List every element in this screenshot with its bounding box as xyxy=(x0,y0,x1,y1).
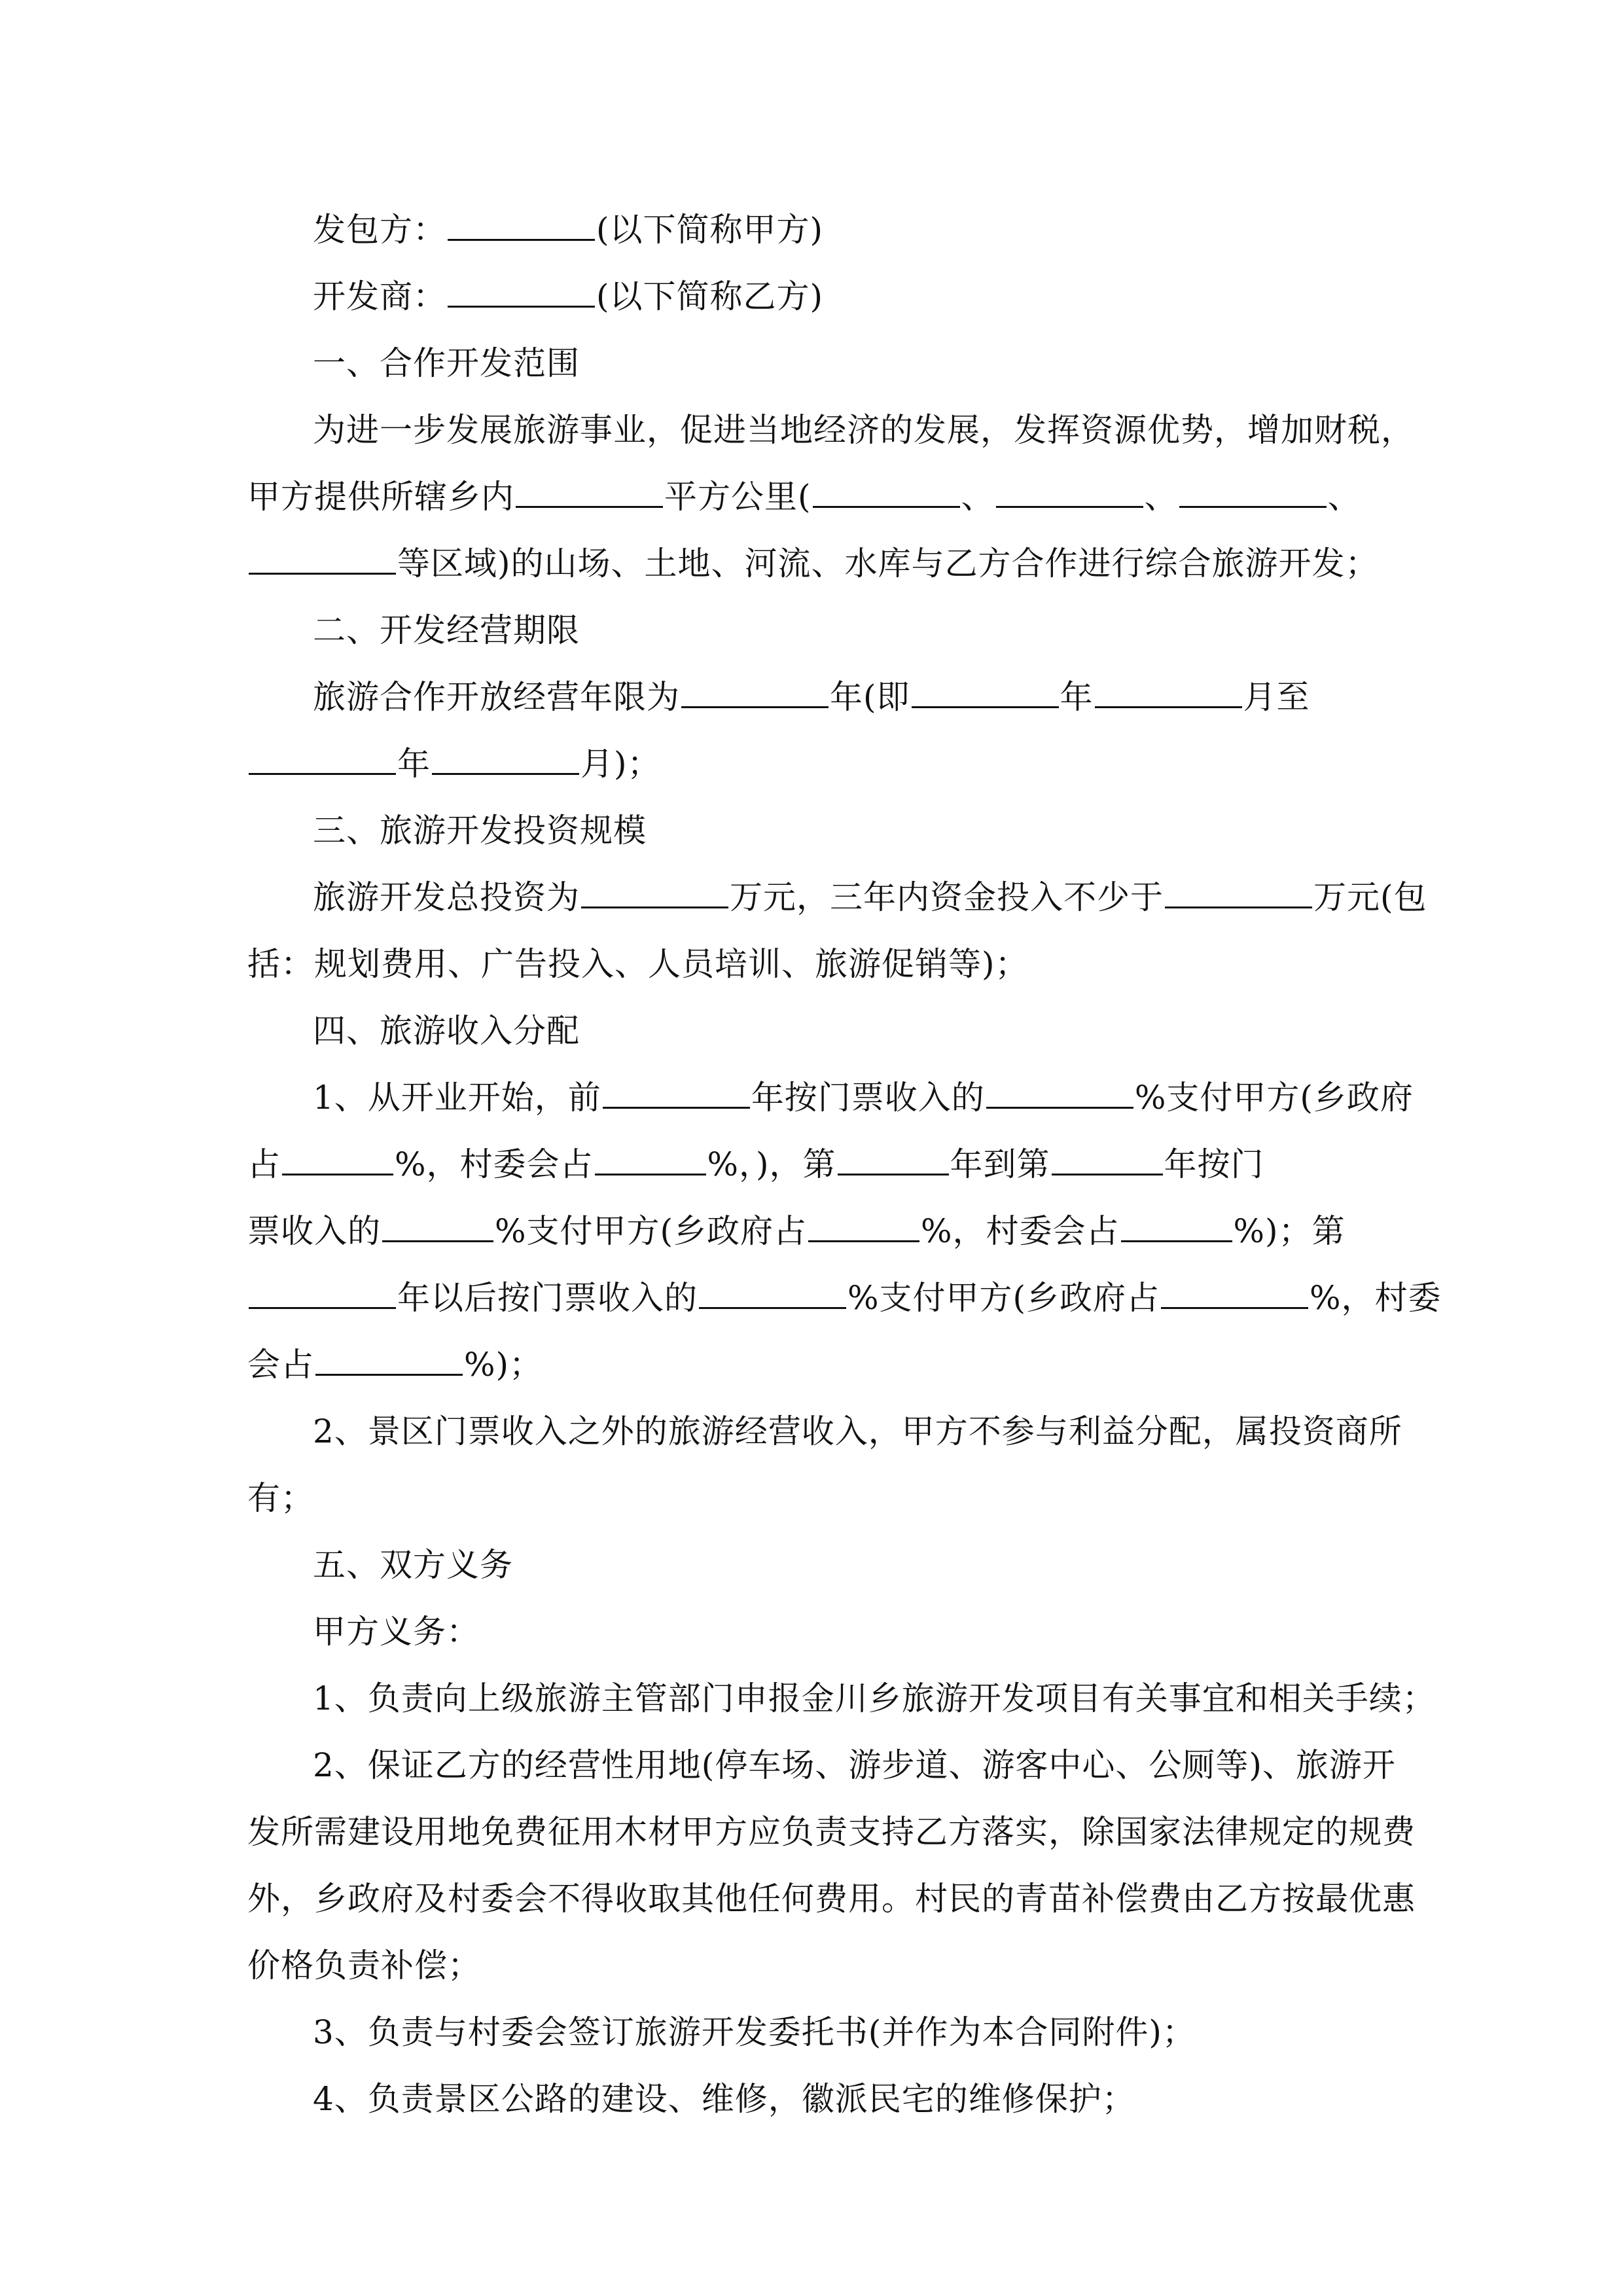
paragraph-line: 外，乡政府及村委会不得收取其他任何费用。村民的青苗补偿费由乙方按最优惠 xyxy=(247,1880,1416,1918)
text-span: 等区域)的山场、土地、河流、水库与乙方合作进行综合旅游开发； xyxy=(397,545,1379,583)
region-blank[interactable] xyxy=(996,467,1143,508)
text-span: 旅游合作开放经营年限为 xyxy=(313,678,680,716)
text-span: 年以后按门票收入的 xyxy=(397,1279,698,1317)
paragraph-line: 2、景区门票收入之外的旅游经营收入，甲方不参与利益分配，属投资商所 xyxy=(313,1412,1402,1450)
text-span: %)；第 xyxy=(1233,1212,1346,1250)
party-a-blank[interactable] xyxy=(448,200,595,241)
percent-blank[interactable] xyxy=(282,1134,393,1175)
year-blank[interactable] xyxy=(838,1134,949,1175)
percent-blank[interactable] xyxy=(1161,1268,1308,1309)
text-span: 年按门 xyxy=(1164,1145,1264,1183)
paragraph-line: 为进一步发展旅游事业，促进当地经济的发展，发挥资源优势，增加财税， xyxy=(313,411,1414,449)
text-span: %，村委 xyxy=(1310,1279,1442,1317)
text-span: 年 xyxy=(397,745,431,783)
end-year-blank[interactable] xyxy=(249,734,396,775)
paragraph-line xyxy=(247,530,1386,597)
paragraph-line xyxy=(247,1064,1414,1131)
party-b-note: (以下简称乙方) xyxy=(596,278,824,315)
text-span: %，村委会占 xyxy=(921,1212,1120,1250)
text-span: 1、从开业开始，前 xyxy=(313,1079,601,1117)
paragraph-line: 2、保证乙方的经营性用地(停车场、游步道、游客中心、公厕等)、旅游开 xyxy=(313,1746,1396,1784)
text-span: %，)，第 xyxy=(707,1145,836,1183)
paragraph-line xyxy=(247,1198,1386,1265)
text-span: 平方公里( xyxy=(664,478,812,516)
min-investment-blank[interactable] xyxy=(1165,867,1312,908)
text-span: 月至 xyxy=(1243,678,1310,716)
text-span: %支付甲方(乡政府占 xyxy=(847,1279,1160,1317)
text-span: 年 xyxy=(1060,678,1094,716)
text-span: 会占 xyxy=(247,1346,314,1384)
paragraph-line: 1、负责向上级旅游主管部门申报金川乡旅游开发项目有关事宜和相关手续； xyxy=(313,1679,1436,1717)
total-investment-blank[interactable] xyxy=(581,867,728,908)
party-b-line xyxy=(247,263,1386,330)
paragraph-line xyxy=(247,1331,1386,1398)
paragraph-line xyxy=(247,1265,1442,1331)
paragraph-line xyxy=(247,730,1386,797)
text-span: %，村委会占 xyxy=(395,1145,594,1183)
text-span: 、 xyxy=(1327,478,1361,516)
section-heading-3: 三、旅游开发投资规模 xyxy=(313,812,647,850)
text-span: 占 xyxy=(247,1145,281,1183)
percent-blank[interactable] xyxy=(595,1134,706,1175)
section-heading-1: 一、合作开发范围 xyxy=(313,344,580,382)
percent-blank[interactable] xyxy=(1121,1201,1232,1242)
contract-page xyxy=(247,196,1442,2138)
year-blank[interactable] xyxy=(1052,1134,1163,1175)
party-a-line xyxy=(247,196,1386,263)
text-span: %支付甲方(乡政府 xyxy=(1134,1079,1414,1117)
text-span: 年(即 xyxy=(830,678,910,716)
text-span: %)； xyxy=(464,1346,543,1384)
paragraph-line xyxy=(247,664,1386,730)
text-span: 、 xyxy=(1144,478,1178,516)
year-blank[interactable] xyxy=(249,1268,396,1309)
text-span: 旅游开发总投资为 xyxy=(313,878,580,916)
paragraph-line xyxy=(247,1131,1386,1198)
paragraph-line xyxy=(247,463,1386,530)
paragraph-line xyxy=(247,864,1427,931)
text-span: 月)； xyxy=(580,745,661,783)
percent-blank[interactable] xyxy=(315,1335,463,1376)
section-heading-4: 四、旅游收入分配 xyxy=(313,1012,580,1050)
paragraph-line: 4、负责景区公路的建设、维修，徽派民宅的维修保护； xyxy=(313,2080,1135,2118)
subheading: 甲方义务： xyxy=(313,1613,480,1651)
party-b-label: 开发商： xyxy=(313,278,446,315)
area-blank[interactable] xyxy=(516,467,663,508)
party-a-note: (以下简称甲方) xyxy=(596,211,824,249)
start-month-blank[interactable] xyxy=(1095,667,1242,708)
text-span: 年按门票收入的 xyxy=(751,1079,985,1117)
percent-blank[interactable] xyxy=(986,1067,1133,1109)
section-heading-5: 五、双方义务 xyxy=(313,1546,513,1584)
paragraph-line: 发所需建设用地免费征用木材甲方应负责支持乙方落实，除国家法律规定的规费 xyxy=(247,1813,1416,1851)
text-span: 万元，三年内资金投入不少于 xyxy=(730,878,1164,916)
paragraph-line: 有； xyxy=(247,1479,314,1517)
text-span: 甲方提供所辖乡内 xyxy=(247,478,514,516)
paragraph-line: 价格负责补偿； xyxy=(247,1946,481,1984)
paragraph-line: 3、负责与村委会签订旅游开发委托书(并作为本合同附件)； xyxy=(313,2013,1196,2051)
party-a-label: 发包方： xyxy=(313,211,446,249)
period-years-blank[interactable] xyxy=(603,1067,750,1109)
start-year-blank[interactable] xyxy=(912,667,1059,708)
party-b-blank[interactable] xyxy=(448,266,595,308)
percent-blank[interactable] xyxy=(808,1201,919,1242)
years-blank[interactable] xyxy=(681,667,829,708)
paragraph-line: 括：规划费用、广告投入、人员培训、旅游促销等)； xyxy=(247,945,1029,983)
section-heading-2: 二、开发经营期限 xyxy=(313,611,580,649)
text-span: 票收入的 xyxy=(247,1212,381,1250)
text-span: 、 xyxy=(961,478,995,516)
percent-blank[interactable] xyxy=(699,1268,846,1309)
percent-blank[interactable] xyxy=(382,1201,493,1242)
text-span: 万元(包 xyxy=(1313,878,1427,916)
text-span: %支付甲方(乡政府占 xyxy=(495,1212,808,1250)
end-month-blank[interactable] xyxy=(432,734,579,775)
region-blank[interactable] xyxy=(1179,467,1327,508)
region-blank[interactable] xyxy=(249,533,396,575)
region-blank[interactable] xyxy=(813,467,960,508)
text-span: 年到第 xyxy=(950,1145,1050,1183)
